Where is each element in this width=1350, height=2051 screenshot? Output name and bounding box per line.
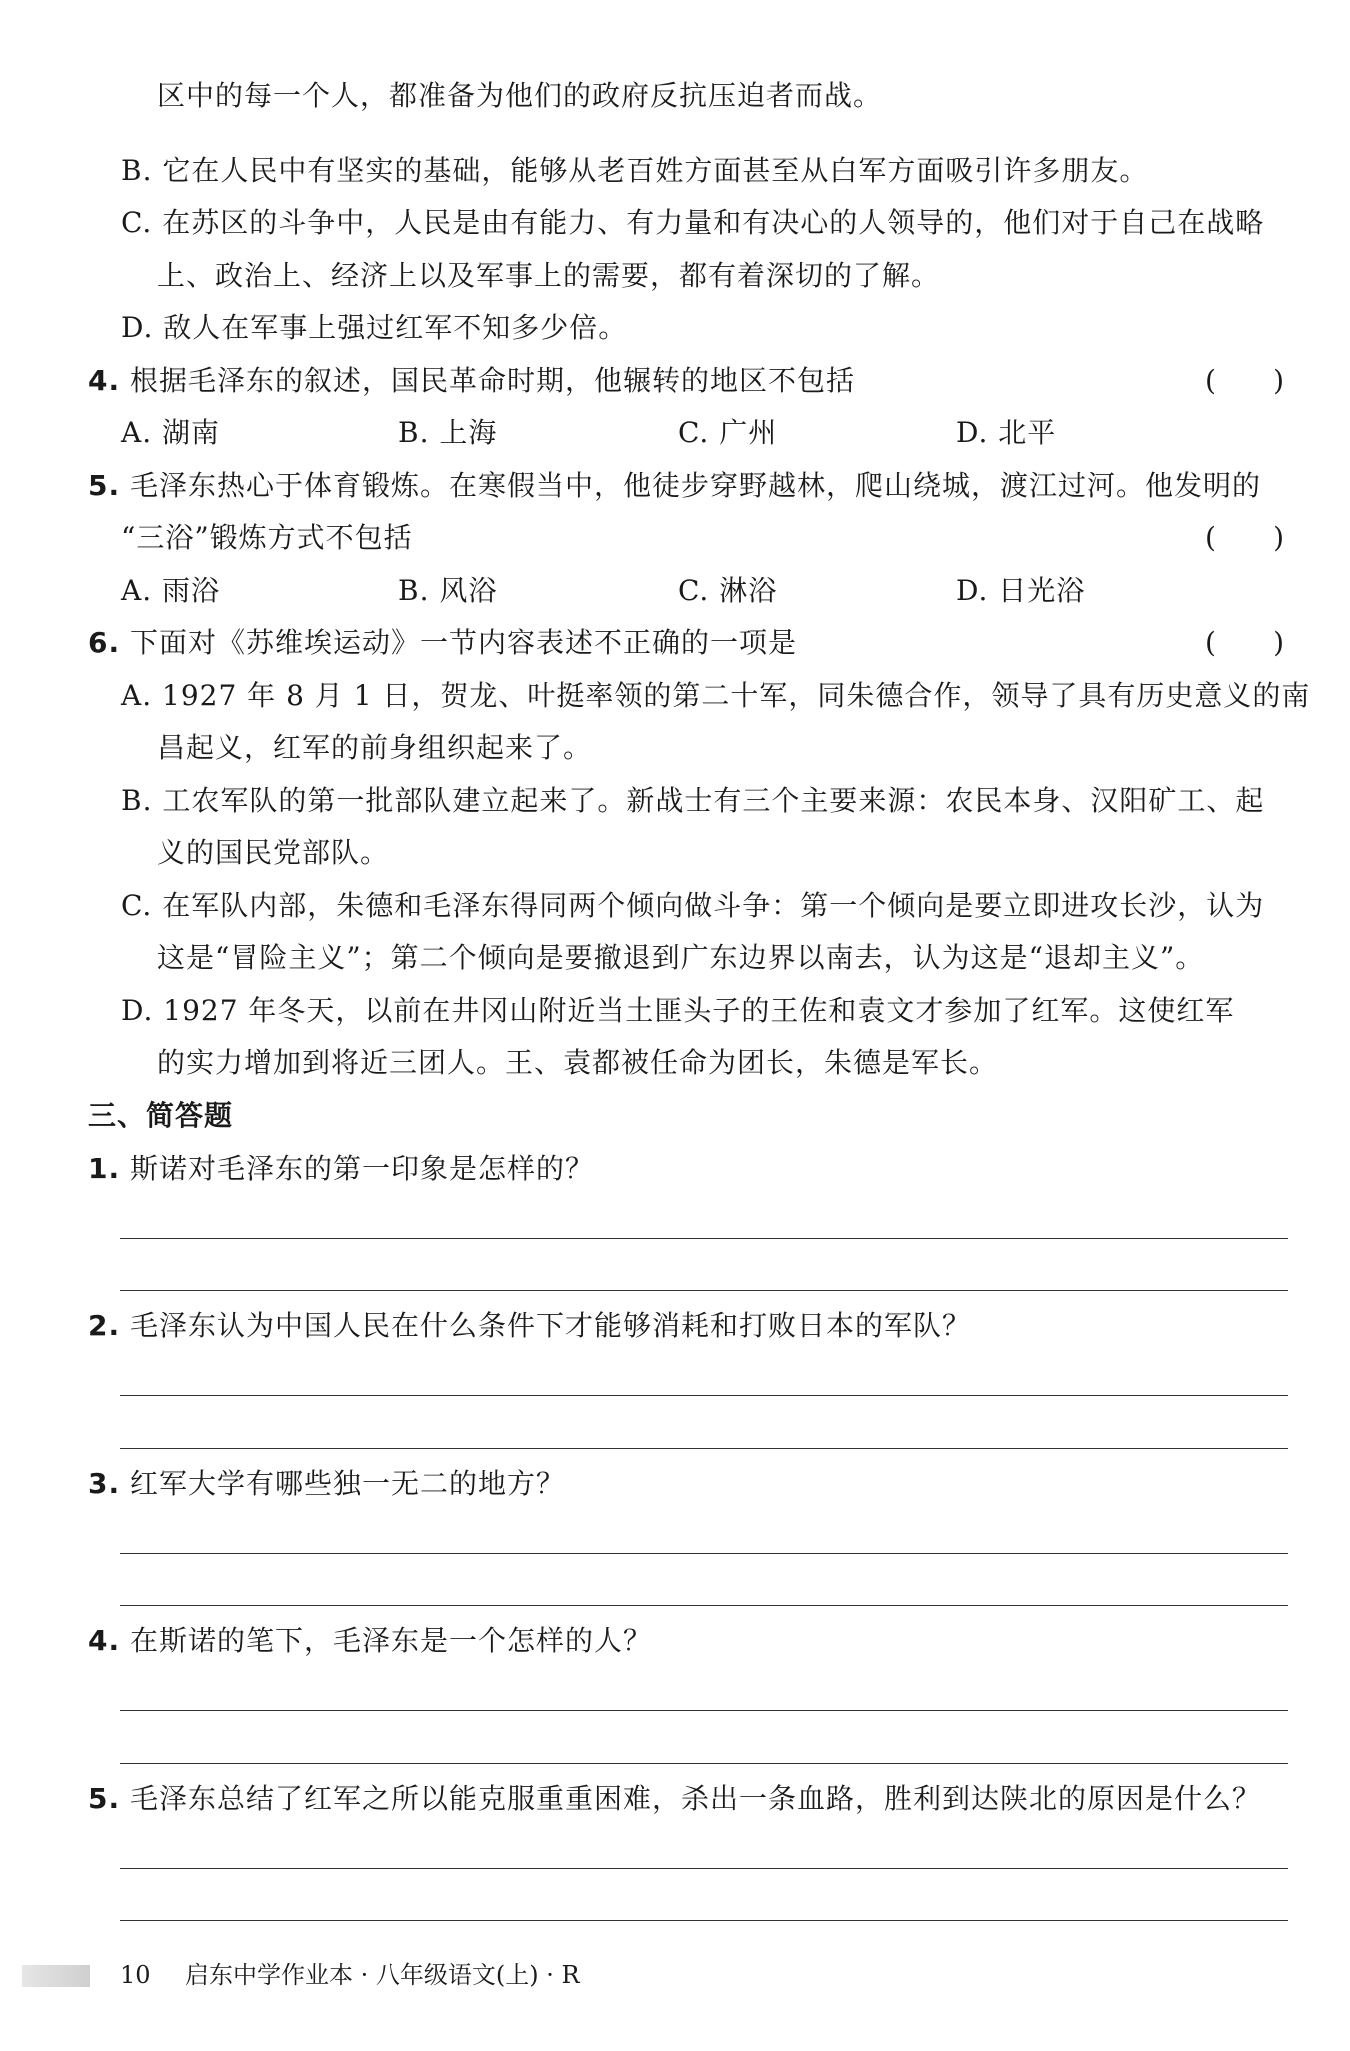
- q5-stem-line1: [88, 466, 1261, 506]
- sa-q1-text: 斯诺对毛泽东的第一印象是怎样的？: [130, 1152, 595, 1185]
- sa-q3-text: 红军大学有哪些独一无二的地方？: [130, 1467, 566, 1500]
- sa-q4-number: 4.: [88, 1624, 121, 1657]
- q5-paren-right: ): [1273, 521, 1285, 554]
- answer-line[interactable]: [120, 1605, 1288, 1606]
- q3-option-b: B. 它在人民中有坚实的基础，能够从老百姓方面甚至从白军方面吸引许多朋友。: [121, 154, 1149, 187]
- answer-line[interactable]: [120, 1868, 1288, 1869]
- sa-q5-text: 毛泽东总结了红军之所以能克服重重困难，杀出一条血路，胜利到达陕北的原因是什么？: [130, 1782, 1262, 1815]
- q5-option-b: B. 风浴: [398, 574, 498, 607]
- q4-answer-blank[interactable]: [1205, 361, 1285, 401]
- answer-line[interactable]: [120, 1238, 1288, 1239]
- q5-stem-line2: “三浴”锻炼方式不包括: [121, 521, 413, 554]
- q4-number: 4.: [88, 364, 121, 397]
- sa-q2-text: 毛泽东认为中国人民在什么条件下才能够消耗和打败日本的军队？: [130, 1309, 972, 1342]
- q4-stem-text: 根据毛泽东的叙述，国民革命时期，他辗转的地区不包括: [130, 364, 856, 397]
- q6-stem-text: 下面对《苏维埃运动》一节内容表述不正确的一项是: [130, 626, 798, 659]
- answer-line[interactable]: [120, 1448, 1288, 1449]
- q6-option-b-line1: B. 工农军队的第一批部队建立起来了。新战士有三个主要来源：农民本身、汉阳矿工、起: [121, 784, 1265, 817]
- q6-option-d-line1: D. 1927 年冬天，以前在井冈山附近当土匪头子的王佐和袁文才参加了红军。这使红军: [121, 994, 1235, 1027]
- q3-option-d: D. 敌人在军事上强过红军不知多少倍。: [121, 311, 628, 344]
- q6-option-a-line2: 昌起义，红军的前身组织起来了。: [157, 731, 593, 764]
- q3-option-c-line2: 上、政治上、经济上以及军事上的需要，都有着深切的了解。: [157, 259, 941, 292]
- q6-stem: [88, 623, 797, 663]
- book-title: 启东中学作业本 · 八年级语文(上) · R: [185, 1961, 580, 1989]
- q5-number: 5.: [88, 469, 121, 502]
- q4-option-d: D. 北平: [956, 416, 1057, 449]
- q3-option-c-line1: C. 在苏区的斗争中，人民是由有能力、有力量和有决心的人领导的，他们对于自己在战略: [121, 206, 1265, 239]
- q6-option-c-line1: C. 在军队内部，朱德和毛泽东得同两个倾向做斗争：第一个倾向是要立即进攻长沙，认为: [121, 889, 1265, 922]
- q4-paren-right: ): [1273, 364, 1285, 397]
- answer-line[interactable]: [120, 1553, 1288, 1554]
- q4-option-a: A. 湖南: [121, 416, 221, 449]
- q6-option-a-line1: A. 1927 年 8 月 1 日，贺龙、叶挺率领的第二十军，同朱德合作，领导了具有历史意义的南: [121, 679, 1311, 712]
- q5-paren-left: (: [1205, 521, 1217, 554]
- q3-option-a-continuation: 区中的每一个人，都准备为他们的政府反抗压迫者而战。: [157, 79, 883, 112]
- sa-q3-number: 3.: [88, 1467, 121, 1500]
- answer-line[interactable]: [120, 1920, 1288, 1921]
- sa-question-5: [88, 1779, 1261, 1819]
- sa-q1-number: 1.: [88, 1152, 121, 1185]
- q5-option-d: D. 日光浴: [956, 574, 1086, 607]
- q5-option-a: A. 雨浴: [121, 574, 221, 607]
- sa-question-1: [88, 1149, 594, 1189]
- sa-question-2: [88, 1306, 971, 1346]
- answer-line[interactable]: [120, 1763, 1288, 1764]
- q6-option-c-line2: 这是“冒险主义”；第二个倾向是要撤退到广东边界以南去，认为这是“退却主义”。: [157, 941, 1205, 974]
- sa-q5-number: 5.: [88, 1782, 121, 1815]
- q5-option-c: C. 淋浴: [678, 574, 778, 607]
- q6-option-b-line2: 义的国民党部队。: [157, 836, 390, 869]
- q6-answer-blank[interactable]: [1205, 623, 1285, 663]
- sa-q2-number: 2.: [88, 1309, 121, 1342]
- page-number: 10: [120, 1961, 151, 1989]
- q6-number: 6.: [88, 626, 121, 659]
- sa-question-4: [88, 1621, 652, 1661]
- q4-option-c: C. 广州: [678, 416, 778, 449]
- q5-stem-text1: 毛泽东热心于体育锻炼。在寒假当中，他徒步穿野越林，爬山绕城，渡江过河。他发明的: [130, 469, 1262, 502]
- answer-line[interactable]: [120, 1710, 1288, 1711]
- q6-paren-right: ): [1273, 626, 1285, 659]
- q6-option-d-line2: 的实力增加到将近三团人。王、袁都被任命为团长，朱德是军长。: [157, 1046, 999, 1079]
- answer-line[interactable]: [120, 1290, 1288, 1291]
- sa-question-3: [88, 1464, 565, 1504]
- sa-q4-text: 在斯诺的笔下，毛泽东是一个怎样的人？: [130, 1624, 653, 1657]
- answer-line[interactable]: [120, 1395, 1288, 1396]
- section-heading: 三、简答题: [88, 1099, 234, 1132]
- q6-paren-left: (: [1205, 626, 1217, 659]
- footer-decoration: [22, 1965, 90, 1987]
- q5-answer-blank[interactable]: [1205, 518, 1285, 558]
- q4-stem: [88, 361, 855, 401]
- q4-option-b: B. 上海: [398, 416, 498, 449]
- q4-paren-left: (: [1205, 364, 1217, 397]
